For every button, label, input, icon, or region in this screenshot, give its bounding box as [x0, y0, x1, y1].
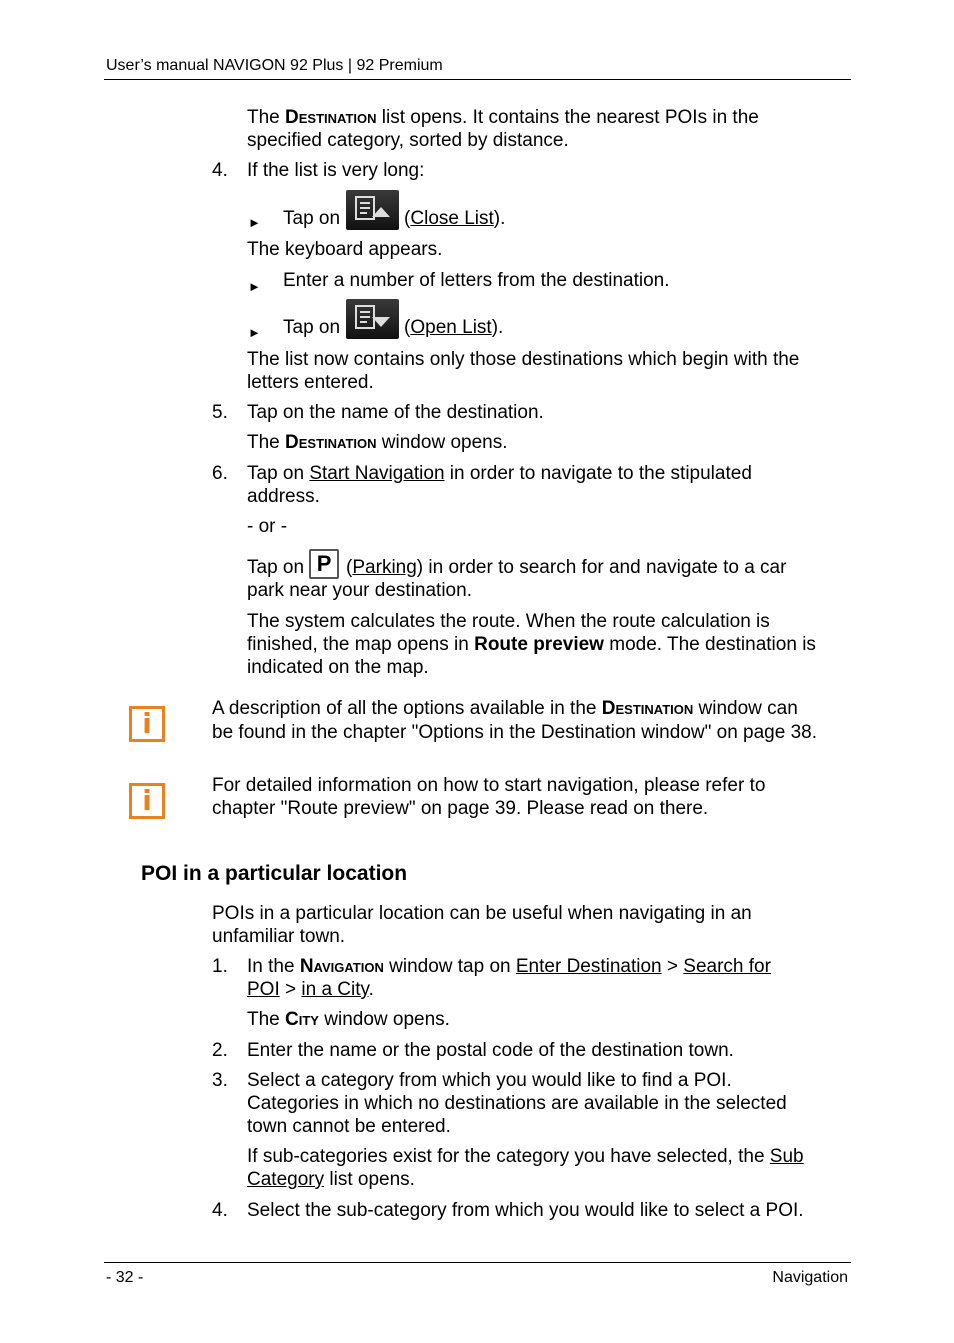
step-text: If the list is very long:	[247, 160, 425, 181]
info-note-2: For detailed information on how to start navigation, please refer to chapter "Route preview" on page 39. Please read on there.	[212, 775, 766, 819]
list-filter-text: The list now contains only those destinations which begin with the letters entered.	[247, 349, 800, 393]
info-note-1: A description of all the options available in the Destination window can be found in the chapter "Options in the Destination window" on page 38.	[212, 698, 818, 743]
page-number: - 32 -	[106, 1269, 144, 1286]
info-icon: i	[129, 706, 165, 742]
bullet-arrow: ►	[248, 325, 261, 340]
close-list-icon	[346, 190, 399, 230]
search-for-poi-link[interactable]: Search for	[683, 956, 771, 977]
step-text: In the Navigation window tap on Enter Destination > Search for POI > in a City.	[247, 956, 771, 1000]
open-list-line: Tap on ( Open List ).	[283, 299, 503, 339]
step-number: 5.	[212, 402, 228, 423]
step-number: 1.	[212, 956, 228, 977]
step-text: Select the sub-category from which you would like to select a POI.	[247, 1200, 804, 1221]
footer-section: Navigation	[772, 1269, 848, 1286]
section-heading: POI in a particular location	[141, 862, 408, 885]
sub-category-link[interactable]: Category	[247, 1169, 325, 1190]
parking-line: Tap on P ( Parking ) in order to search for and navigate to a car	[247, 551, 787, 578]
parking-line-2: park near your destination.	[247, 580, 472, 601]
or-separator: - or -	[247, 516, 288, 537]
bullet-arrow: ►	[248, 215, 261, 230]
open-list-link[interactable]: Open List	[410, 317, 492, 338]
footer-rule	[104, 1262, 851, 1263]
step-number: 3.	[212, 1070, 228, 1091]
open-list-icon	[346, 299, 399, 339]
bullet-arrow: ►	[248, 279, 261, 294]
header-rule	[104, 79, 851, 80]
step-number: 4.	[212, 1200, 228, 1221]
step-number: 6.	[212, 463, 228, 484]
start-navigation-link[interactable]: Start Navigation	[309, 463, 445, 484]
paragraph-destination-opens: The Destination list opens. It contains the nearest POIs in the specified category, sorted by distance.	[247, 107, 759, 151]
city-window-opens: The City window opens.	[247, 1009, 450, 1030]
sub-category-text: If sub-categories exist for the category you have selected, the Sub Category list opens.	[247, 1146, 804, 1190]
route-calc-text: The system calculates the route. When the route calculation is finished, the map opens in Route preview mode. The destination is indicated on the map.	[247, 611, 816, 678]
step-text: Tap on the name of the destination.	[247, 402, 544, 423]
parking-icon: P	[309, 549, 339, 579]
destination-window-opens: The Destination window opens.	[247, 432, 508, 453]
search-for-poi-link[interactable]: POI	[247, 979, 280, 1000]
enter-letters-text: Enter a number of letters from the destination.	[283, 270, 670, 291]
close-list-link[interactable]: Close List	[410, 208, 494, 229]
enter-destination-link[interactable]: Enter Destination	[515, 956, 662, 977]
in-a-city-link[interactable]: in a City	[301, 979, 369, 1000]
step-text: Select a category from which you would like to find a POI. Categories in which no destinations are available in the selected town cannot be entered.	[247, 1070, 787, 1137]
page-header: User’s manual NAVIGON 92 Plus | 92 Premium	[106, 57, 443, 74]
intro-text: POIs in a particular location can be useful when navigating in an unfamiliar town.	[212, 903, 752, 947]
step-text: Enter the name or the postal code of the destination town.	[247, 1040, 734, 1061]
step-number: 2.	[212, 1040, 228, 1061]
info-icon: i	[129, 783, 165, 819]
parking-link[interactable]: Parking	[352, 557, 417, 578]
step-number: 4.	[212, 160, 228, 181]
close-list-line: Tap on ( Close List ).	[283, 190, 505, 230]
step-text: Tap on Start Navigation in order to navigate to the stipulated address.	[247, 463, 752, 507]
keyboard-appears: The keyboard appears.	[247, 239, 443, 260]
sub-category-link[interactable]: Sub	[769, 1146, 804, 1167]
